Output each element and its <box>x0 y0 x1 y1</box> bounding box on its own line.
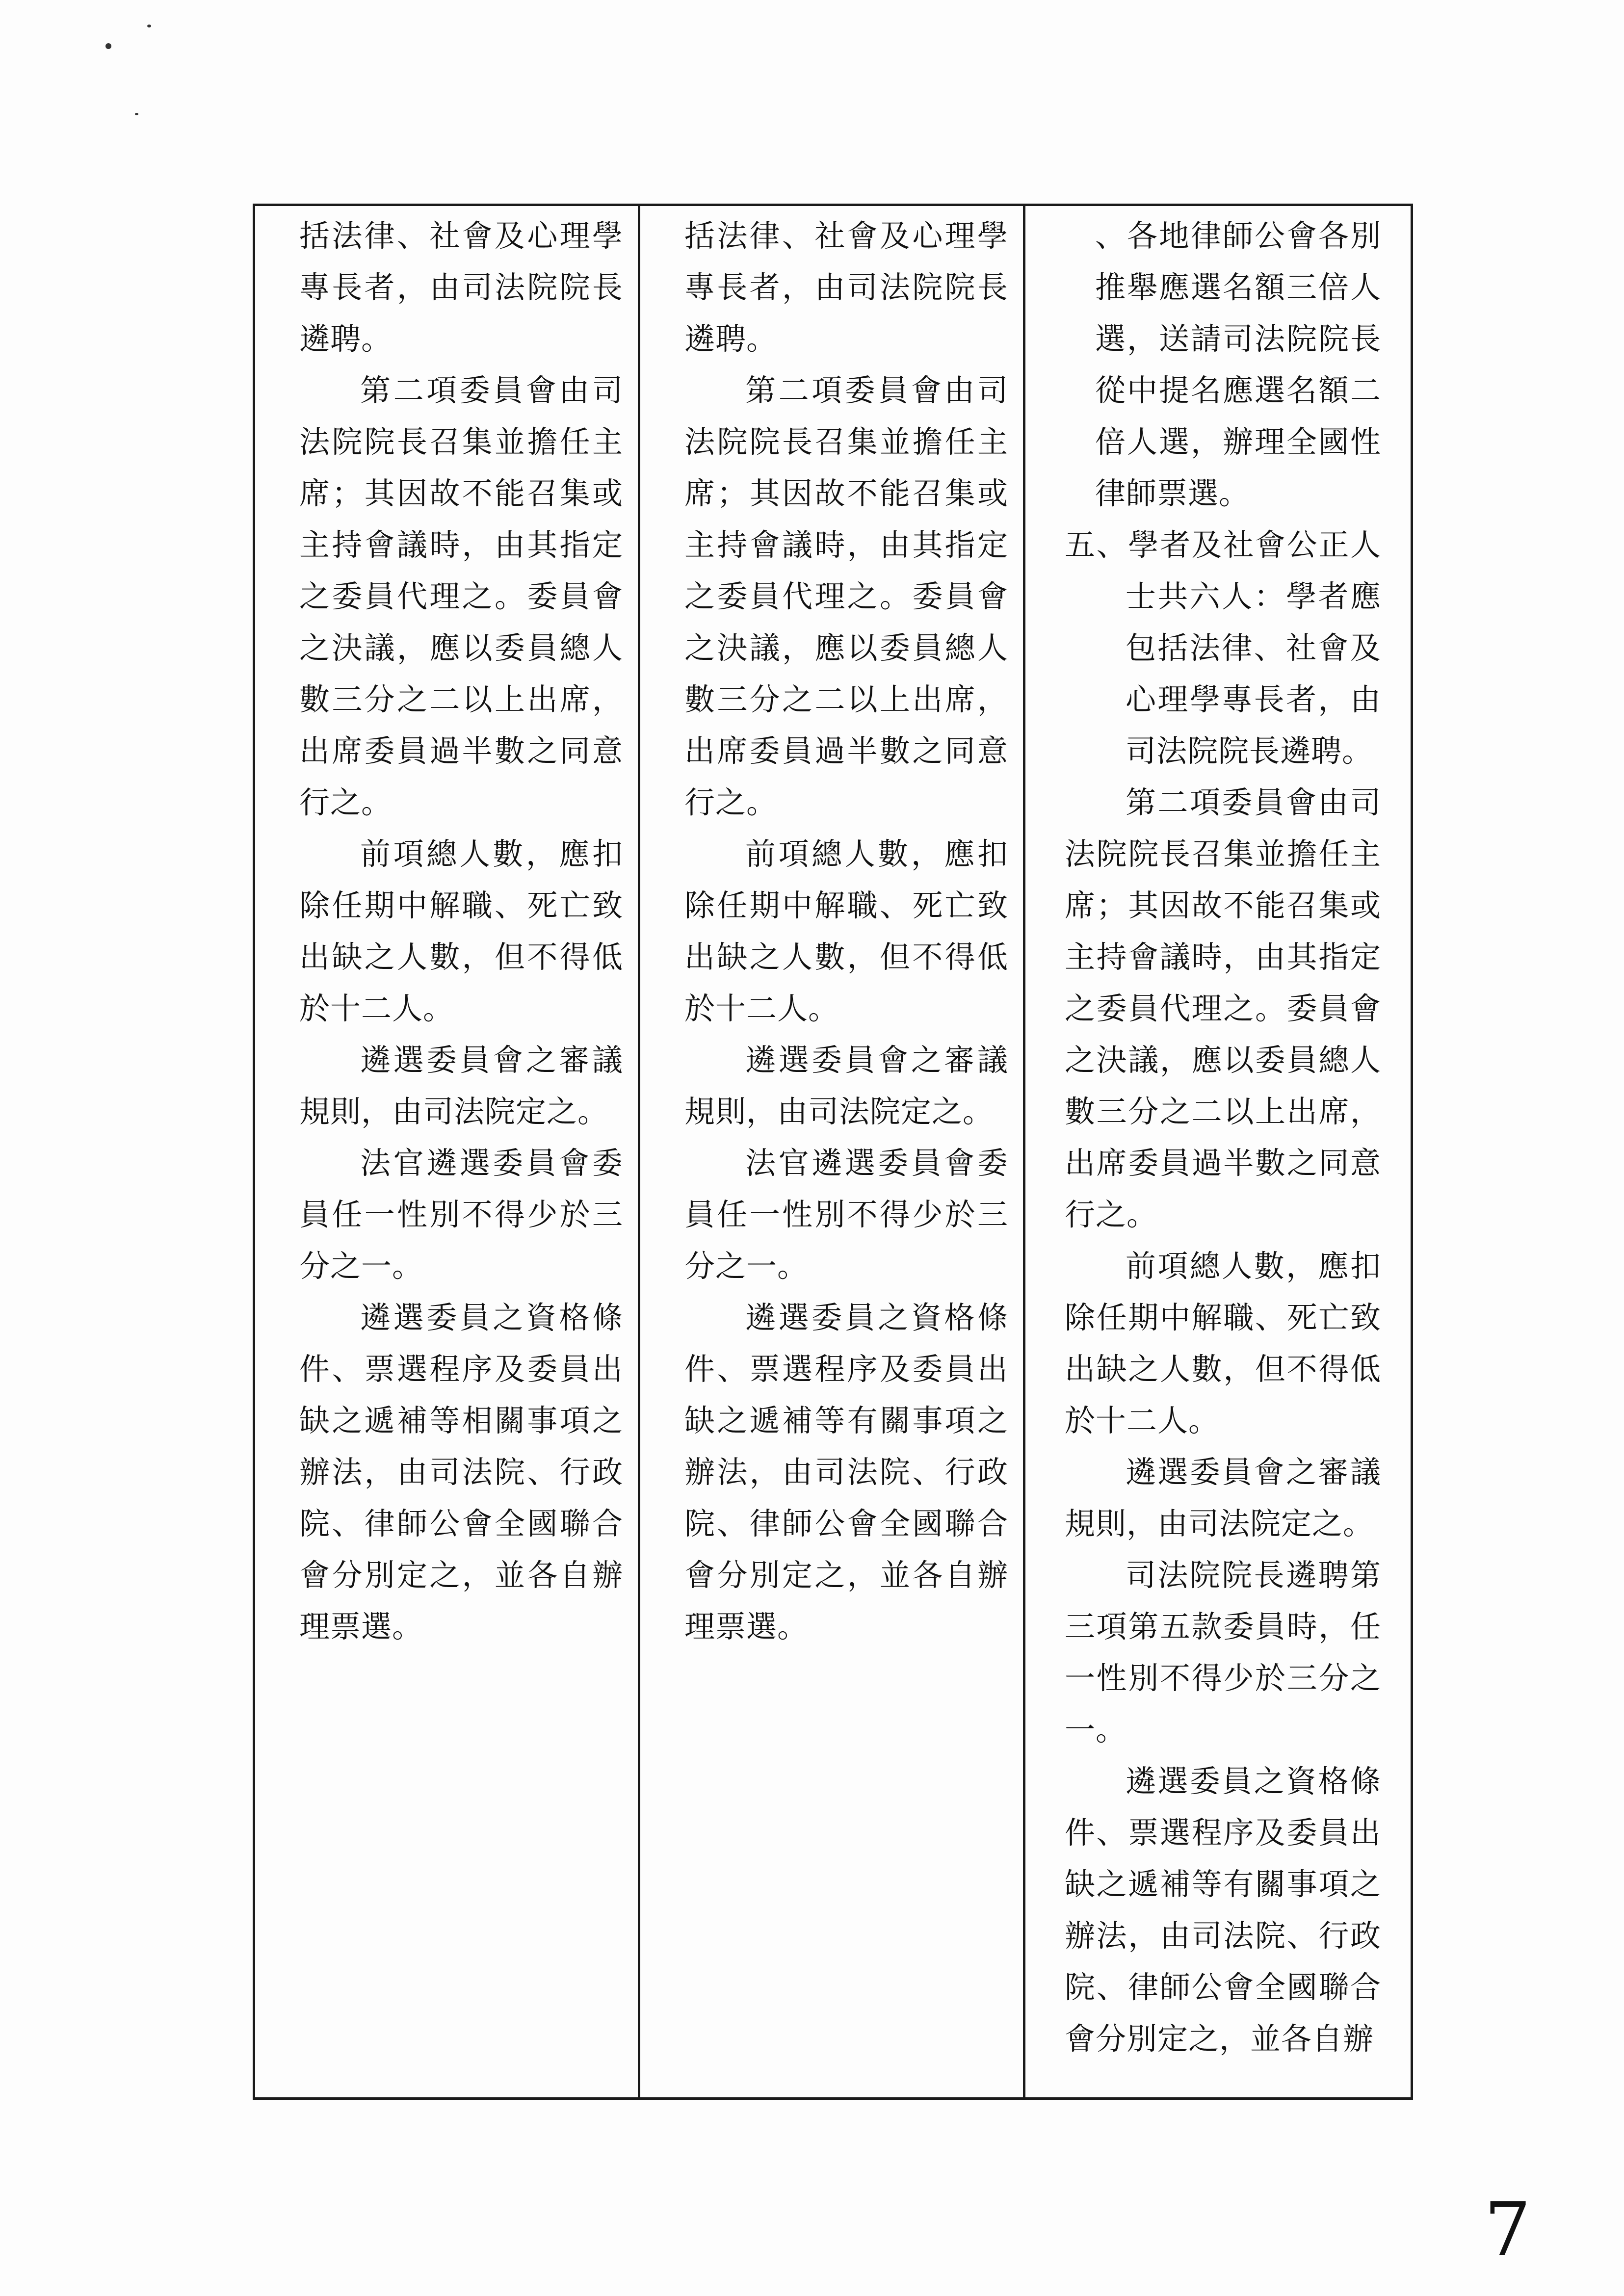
paragraph: 法官遴選委員會委員任一性別不得少於三分之一。 <box>299 1145 623 1284</box>
paragraph: 遴選委員之資格條件、票選程序及委員出缺之遞補等有關事項之辦法，由司法院、行政院、律師公會全國聯合會分別定之，並各自辦理票選。 <box>684 1300 1008 1644</box>
table-column-3 <box>1024 205 1412 2099</box>
paragraph: 第二項委員會由司法院院長召集並擔任主席；其因故不能召集或主持會議時，由其指定之委員代理之。委員會之決議，應以委員總人數三分之二以上出席，出席委員過半數之同意行之。 <box>299 372 623 820</box>
paragraph: 遴選委員會之審議規則，由司法院定之。 <box>299 1042 623 1129</box>
paragraph: 前項總人數，應扣除任期中解職、死亡致出缺之人數，但不得低於十二人。 <box>299 836 623 1026</box>
paragraph: 遴選委員會之審議規則，由司法院定之。 <box>684 1042 1008 1129</box>
paragraph: 括法律、社會及心理學專長者，由司法院院長遴聘。 <box>684 218 1008 357</box>
table-row <box>254 205 1412 2099</box>
paragraph: 、各地律師公會各別推舉應選名額三倍人選，送請司法院院長從中提名應選名額二倍人選，辦理全國性律師票選。 <box>1095 218 1381 511</box>
scan-speck <box>147 25 151 27</box>
paragraph: 遴選委員之資格條件、票選程序及委員出缺之遞補等相關事項之辦法，由司法院、行政院、律師公會全國聯合會分別定之，並各自辦理票選。 <box>299 1300 623 1644</box>
paragraph: 第二項委員會由司法院院長召集並擔任主席；其因故不能召集或主持會議時，由其指定之委員代理之。委員會之決議，應以委員總人數三分之二以上出席，出席委員過半數之同意行之。 <box>1065 784 1381 1232</box>
column-body <box>1025 210 1411 2064</box>
comparison-table <box>253 204 1413 2100</box>
paragraph: 五、學者及社會公正人士共六人：學者應包括法律、社會及心理學專長者，由司法院院長遴聘。 <box>1065 527 1381 769</box>
table-column-2 <box>639 205 1024 2099</box>
column-body <box>255 210 638 1652</box>
paragraph: 遴選委員會之審議規則，由司法院定之。 <box>1065 1454 1381 1541</box>
paragraph: 法官遴選委員會委員任一性別不得少於三分之一。 <box>684 1145 1008 1284</box>
column-body <box>640 210 1023 1652</box>
paragraph: 前項總人數，應扣除任期中解職、死亡致出缺之人數，但不得低於十二人。 <box>1065 1248 1381 1438</box>
page-number: 7 <box>1484 2187 1531 2272</box>
paragraph: 遴選委員之資格條件、票選程序及委員出缺之遞補等有關事項之辦法，由司法院、行政院、律師公會全國聯合會分別定之，並各自辦 <box>1065 1763 1381 2057</box>
paragraph: 括法律、社會及心理學專長者，由司法院院長遴聘。 <box>299 218 623 357</box>
paragraph: 第二項委員會由司法院院長召集並擔任主席；其因故不能召集或主持會議時，由其指定之委員代理之。委員會之決議，應以委員總人數三分之二以上出席，出席委員過半數之同意行之。 <box>684 372 1008 820</box>
table-column-1 <box>254 205 639 2099</box>
paragraph: 前項總人數，應扣除任期中解職、死亡致出缺之人數，但不得低於十二人。 <box>684 836 1008 1026</box>
paragraph: 司法院院長遴聘第三項第五款委員時，任一性別不得少於三分之一。 <box>1065 1557 1381 1748</box>
scan-speck <box>135 113 138 115</box>
scan-speck <box>105 43 111 49</box>
